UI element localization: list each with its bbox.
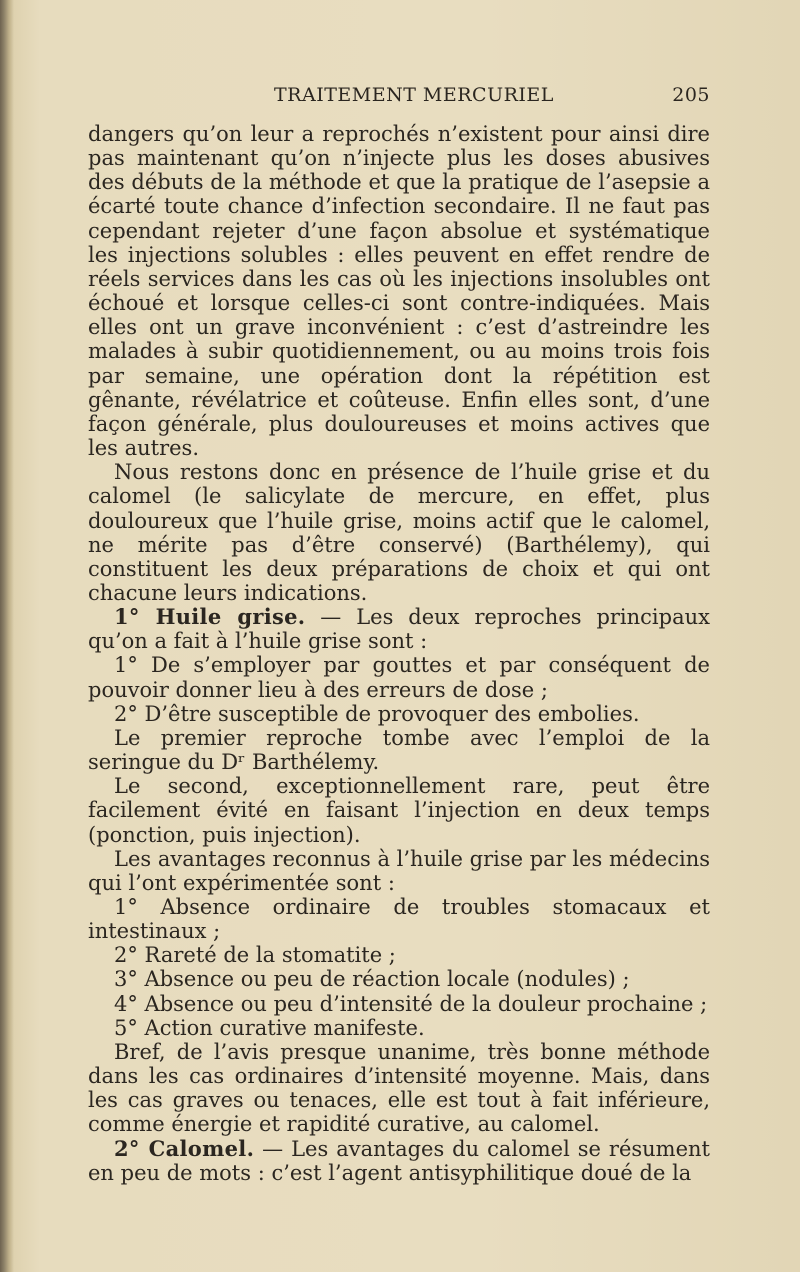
- section-calomel-paragraph: [88, 1137, 710, 1185]
- list-item: 5° Action curative manifeste.: [114, 1015, 425, 1040]
- list-item: 1° Absence ordinaire de troubles stomacaux et intestinaux ;: [88, 895, 710, 944]
- section-heading-huile-grise: 1° Huile grise.: [114, 604, 306, 630]
- paragraph: dangers qu’on leur a reprochés n’existent pour ainsi dire pas maintenant qu’on n’injecte plus les doses abusives des débuts de la méthode et que la pratique de l’asepsie a écarté toute chance d’infection secondaire. Il ne faut pas cependant rejeter d’une façon absolue et systématique les injections solubles : elles peuvent en effet rendre de réels services dans les cas où les injections insolubles ont échoué et lorsque celles-ci sont contre-indiquées. Mais elles ont un grave inconvénient : c’est d’astreindre les malades à subir quotidiennement, ou au moins trois fois par semaine, une opération dont la répétition est gênante, révélatrice et coûteuse. Enfin elles sont, d’une façon générale, plus douloureuses et moins actives que les autres.: [88, 122, 710, 461]
- em-dash: —: [305, 605, 357, 630]
- paragraph-text: Les deux reproches principaux qu’on a fait à l’huile grise sont :: [88, 605, 710, 654]
- paragraph-text: Les avantages du calomel se résument en peu de mots : c’est l’agent antisyphilitique doué de la: [88, 1136, 710, 1185]
- em-dash: —: [254, 1136, 292, 1161]
- list-item: 4° Absence ou peu d’intensité de la douleur prochaine ;: [114, 991, 708, 1016]
- paragraph: Le second, exceptionnellement rare, peut être facilement évité en faisant l’injection en deux temps (ponction, puis injection).: [88, 774, 710, 847]
- list-item: 3° Absence ou peu de réaction locale (nodules) ;: [114, 967, 630, 992]
- paragraph: Nous restons donc en présence de l’huile grise et du calomel (le salicylate de mercure, en effet, plus douloureux que l’huile grise, moins actif que le calomel, ne mérite pas d’être conservé) (Barthélemy), qui constituent les deux préparations de choix et qui ont chacune leurs indications.: [88, 460, 710, 605]
- body-text: [88, 122, 710, 1185]
- paragraph: Bref, de l’avis presque unanime, très bonne méthode dans les cas ordinaires d’intensité moyenne. Mais, dans les cas graves ou tenaces, elle est tout à fait inférieure, comme énergie et rapidité curative, au calomel.: [88, 1039, 710, 1137]
- list-item: 1° De s’employer par gouttes et par conséquent de pouvoir donner lieu à des erreurs de dose ;: [88, 653, 710, 702]
- binding-edge: [0, 0, 14, 1272]
- section-heading-calomel: 2° Calomel.: [114, 1135, 255, 1161]
- page-number: 205: [672, 84, 710, 106]
- paragraph: Le premier reproche tombe avec l’emploi de la seringue du Dʳ Barthélemy.: [88, 725, 710, 775]
- list-item: 2° Rareté de la stomatite ;: [114, 943, 396, 968]
- running-header: [88, 84, 710, 112]
- section-huile-grise-paragraph: [88, 605, 710, 653]
- list-item: 2° D’être susceptible de provoquer des embolies.: [114, 701, 640, 726]
- paragraph: Les avantages reconnus à l’huile grise par les médecins qui l’ont expérimentée sont :: [88, 846, 710, 895]
- running-title: TRAITEMENT MERCURIEL: [274, 84, 554, 106]
